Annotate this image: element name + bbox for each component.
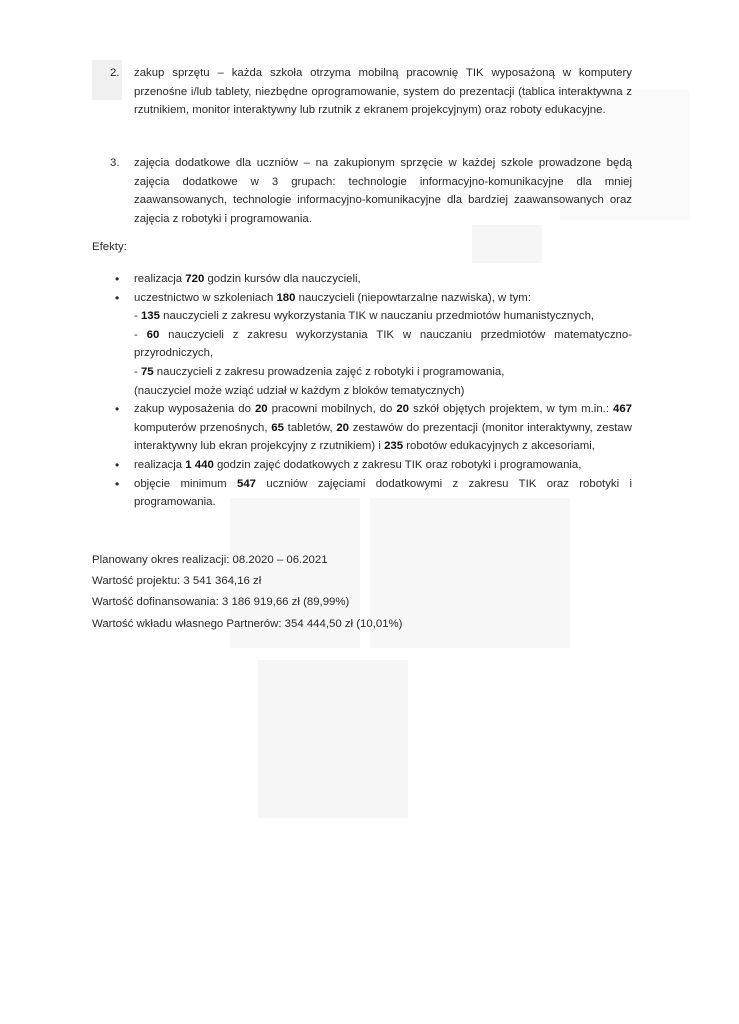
- item-number: 3.: [110, 157, 120, 169]
- scan-bleed-through: [472, 225, 542, 263]
- numbered-item-extra-classes: [92, 154, 632, 228]
- scan-bleed-through: [258, 660, 408, 818]
- list-item: • realizacja 1 440 godzin zajęć dodatkowych z zakresu TIK oraz robotyki i programowania,: [92, 456, 632, 475]
- effects-list: [92, 270, 632, 512]
- item-number: 2.: [110, 67, 120, 79]
- bullet-icon: •: [115, 402, 120, 417]
- item-text: zakup sprzętu – każda szkoła otrzyma mobilną pracownię TIK wyposażoną w komputery przenośne i/lub tablety, niezbędne oprogramowanie, system do prezentacji (tablica interaktywna z rzutnikiem, monitor interaktywny lub rzutnik z ekranem projekcyjnym) oraz roboty edukacyjne.: [134, 67, 632, 116]
- bullet-icon: •: [115, 476, 120, 491]
- numbered-item-equipment: [92, 64, 632, 120]
- bullet-icon: •: [115, 457, 120, 472]
- count: 1 440: [185, 458, 214, 471]
- list-item: • realizacja 720 godzin kursów dla nauczycieli,: [92, 270, 632, 289]
- count: 720: [185, 273, 205, 285]
- bullet-icon: •: [115, 290, 120, 305]
- project-summary: [92, 550, 402, 635]
- own-contribution-value: Wartość wkładu własnego Partnerów: 354 444,50 zł (10,01%): [92, 617, 403, 630]
- sub-item: - 135 nauczycieli z zakresu wykorzystania TIK w nauczaniu przedmiotów humanistycznych,: [134, 310, 595, 323]
- funding-value: Wartość dofinansowania: 3 186 919,66 zł (89,99%): [92, 596, 350, 609]
- list-item: • zakup wyposażenia do 20 pracowni mobilnych, do 20 szkół objętych projektem, w tym m.in.: 467 komputerów przenośnych, 65 tabletów, 20 zestawów do prezentacji (monitor interaktywny, zestaw interaktywny lub ekran projekcyjny z rzutnikiem) i 235 robotów edukacyjnych z akcesoriami,: [115, 402, 633, 453]
- realization-period: Planowany okres realizacji: 08.2020 – 06.2021: [92, 554, 328, 566]
- project-value: Wartość projektu: 3 541 364,16 zł: [92, 575, 262, 588]
- list-item: • uczestnictwo w szkoleniach 180 nauczycieli (niepowtarzalne nazwiska), w tym: - 135 nauczycieli z zakresu wykorzystania TIK w nauczaniu przedmiotów humanistycznych, - 60 nauczycieli z zakresu wykorzystania TIK w nauczaniu przedmiotów matematyczno-przyrodniczych, - 75 nauczycieli z zakresu prowadzenia zajęć z robotyki i programowania, (nauczyciel może wziąć udział w każdym z bloków tematycznych): [92, 289, 632, 401]
- item-text: zajęcia dodatkowe dla uczniów – na zakupionym sprzęcie w każdej szkole prowadzone będą zajęcia dodatkowe w 3 grupach: technologie informacyjno-komunikacyjne dla mniej zaawansowanych, technologie informacyjno-komunikacyjne dla bardziej zaawansowanych oraz zajęcia z robotyki i programowania.: [134, 157, 632, 225]
- bullet-icon: •: [115, 272, 120, 286]
- sub-item: - 60 nauczycieli z zakresu wykorzystania TIK w nauczaniu przedmiotów matematyczno-przyrodniczych,: [134, 328, 632, 360]
- sub-note: (nauczyciel może wziąć udział w każdym z bloków tematycznych): [134, 384, 465, 397]
- count: 180: [276, 291, 296, 304]
- count: 547: [237, 477, 257, 490]
- sub-item: - 75 nauczycieli z zakresu prowadzenia zajęć z robotyki i programowania,: [134, 365, 505, 378]
- effects-heading: Efekty:: [92, 241, 127, 253]
- list-item: • objęcie minimum 547 uczniów zajęciami dodatkowymi z zakresu TIK oraz robotyki i programowania.: [115, 476, 632, 509]
